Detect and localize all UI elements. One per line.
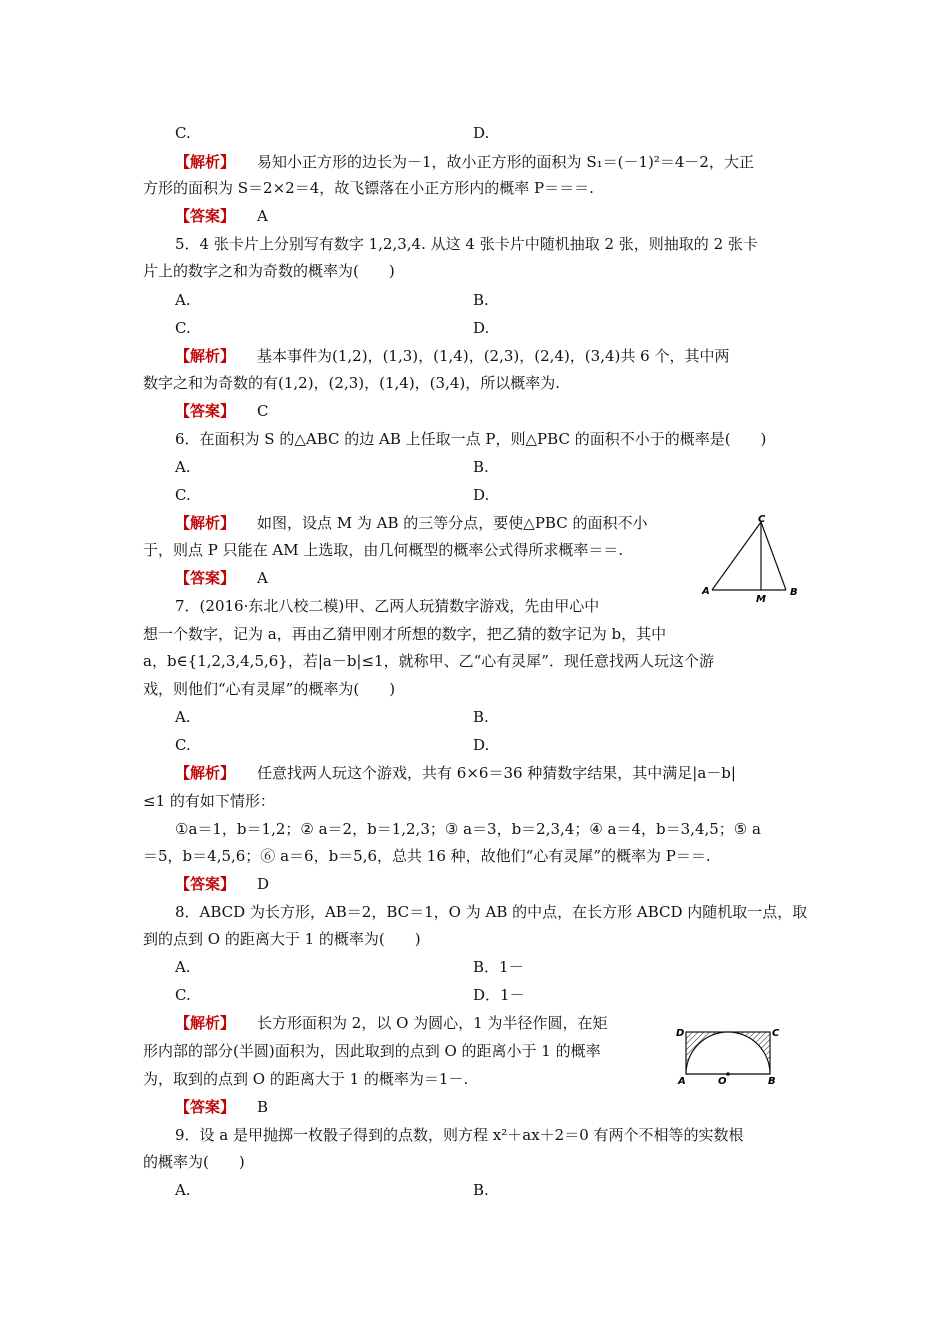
q4-answer: 【答案】 A (175, 207, 268, 225)
triangle-side-ac (712, 522, 761, 590)
q7-analysis-line-1: 【解析】 任意找两人玩这个游戏，共有 6×6＝36 种猜数字结果，其中满足|a－b| (175, 764, 736, 782)
analysis-tag: 【解析】 (175, 153, 236, 171)
triangle-figure (682, 512, 807, 602)
label-a: A (678, 1076, 686, 1087)
answer-tag: 【答案】 (175, 402, 236, 420)
label-d: D (676, 1028, 685, 1039)
q6-analysis-line-2: 于，则点 P 只能在 AM 上选取，由几何概型的概率公式得所求概率＝＝. (143, 541, 624, 559)
q6-option-d: D. (473, 486, 490, 504)
q6-analysis-line-1: 【解析】 如图，设点 M 为 AB 的三等分点，要使△PBC 的面积不小 (175, 514, 648, 532)
label-b: B (768, 1076, 776, 1087)
label-m: M (756, 594, 766, 602)
label-c: C (758, 514, 766, 525)
label-a: A (702, 586, 710, 597)
analysis-tag: 【解析】 (175, 1014, 236, 1032)
q8-answer: 【答案】 B (175, 1098, 269, 1116)
q9-stem-line-2: 的概率为( ) (143, 1153, 245, 1171)
q8-stem-line-1: 8．ABCD 为长方形，AB＝2，BC＝1，O 为 AB 的中点，在长方形 ABCD 内随机取一点，取 (175, 903, 808, 921)
q7-analysis-line-3: ①a＝1，b＝1,2；② a＝2，b＝1,2,3；③ a＝3，b＝2,3,4；④ a＝4，b＝3,4,5；⑤ a (175, 820, 761, 838)
q8-analysis-line-1: 【解析】 长方形面积为 2，以 O 为圆心，1 为半径作圆，在矩 (175, 1014, 608, 1032)
rectangle-semicircle-figure (672, 1024, 787, 1088)
answer-tag: 【答案】 (175, 1098, 236, 1116)
q6-option-c: C. (175, 486, 191, 504)
q7-analysis-line-2: ≤1 的有如下情形： (143, 792, 275, 810)
q5-option-c: C. (175, 319, 191, 337)
q7-option-c: C. (175, 736, 191, 754)
q5-analysis-line-1: 【解析】 基本事件为(1,2)，(1,3)，(1,4)，(2,3)，(2,4)，(3,4)共 6 个，其中两 (175, 347, 730, 365)
q5-analysis-line-2: 数字之和为奇数的有(1,2)，(2,3)，(1,4)，(3,4)，所以概率为. (143, 374, 561, 392)
q6-option-b: B. (473, 458, 489, 476)
q8-analysis-line-2: 形内部的部分(半圆)面积为，因此取到的点到 O 的距离小于 1 的概率 (143, 1042, 601, 1060)
q8-option-b: B．1－ (473, 958, 524, 976)
answer-tag: 【答案】 (175, 875, 236, 893)
label-b: B (790, 587, 798, 598)
q9-option-a: A. (175, 1181, 191, 1199)
q7-stem-line-1: 7．(2016·东北八校二模)甲、乙两人玩猜数字游戏，先由甲心中 (175, 597, 600, 615)
q5-option-b: B. (473, 291, 489, 309)
q8-analysis-line-3: 为，取到的点到 O 的距离大于 1 的概率为＝1－. (143, 1070, 469, 1088)
q4-analysis-line-2: 方形的面积为 S＝2×2＝4，故飞镖落在小正方形内的概率 P＝＝＝. (143, 179, 594, 197)
q6-option-a: A. (175, 458, 191, 476)
q7-stem-line-3: a，b∈{1,2,3,4,5,6}，若|a－b|≤1，就称甲、乙“心有灵犀”．现任意找两人玩这个游 (143, 652, 714, 670)
q7-option-a: A. (175, 708, 191, 726)
q5-stem-line-2: 片上的数字之和为奇数的概率为( ) (143, 262, 395, 280)
q5-option-a: A. (175, 291, 191, 309)
q8-option-a: A. (175, 958, 191, 976)
q9-stem-line-1: 9．设 a 是甲抛掷一枚骰子得到的点数，则方程 x²＋ax＋2＝0 有两个不相等的实数根 (175, 1126, 744, 1144)
q4-option-c: C. (175, 124, 191, 142)
q6-answer: 【答案】 A (175, 569, 268, 587)
analysis-tag: 【解析】 (175, 514, 236, 532)
label-o: O (718, 1076, 727, 1087)
q8-option-d: D．1－ (473, 986, 525, 1004)
analysis-tag: 【解析】 (175, 764, 236, 782)
q7-answer: 【答案】 D (175, 875, 270, 893)
q7-stem-line-4: 戏，则他们“心有灵犀”的概率为( ) (143, 680, 396, 698)
answer-tag: 【答案】 (175, 569, 236, 587)
q5-stem-line-1: 5．4 张卡片上分别写有数字 1,2,3,4. 从这 4 张卡片中随机抽取 2 张，则抽取的 2 张卡 (175, 235, 758, 253)
q4-analysis-line-1: 【解析】 易知小正方形的边长为－1，故小正方形的面积为 S₁＝(－1)²＝4－2，大正 (175, 153, 754, 171)
triangle-side-bc (761, 522, 786, 590)
analysis-tag: 【解析】 (175, 347, 236, 365)
q7-analysis-line-4: ＝5，b＝4,5,6；⑥ a＝6，b＝5,6，总共 16 种，故他们“心有灵犀”的概率为 P＝＝. (143, 847, 711, 865)
label-c: C (772, 1028, 780, 1039)
q4-option-d: D. (473, 124, 490, 142)
q9-option-b: B. (473, 1181, 489, 1199)
q7-stem-line-2: 想一个数字，记为 a，再由乙猜甲刚才所想的数字，把乙猜的数字记为 b，其中 (143, 625, 667, 643)
q5-answer: 【答案】 C (175, 402, 269, 420)
q7-option-b: B. (473, 708, 489, 726)
q8-stem-line-2: 到的点到 O 的距离大于 1 的概率为( ) (143, 930, 421, 948)
q5-option-d: D. (473, 319, 490, 337)
q7-option-d: D. (473, 736, 490, 754)
center-point-o (726, 1072, 730, 1076)
q6-stem: 6．在面积为 S 的△ABC 的边 AB 上任取一点 P，则△PBC 的面积不小于的概率是( ) (175, 430, 767, 448)
q8-option-c: C. (175, 986, 191, 1004)
answer-tag: 【答案】 (175, 207, 236, 225)
